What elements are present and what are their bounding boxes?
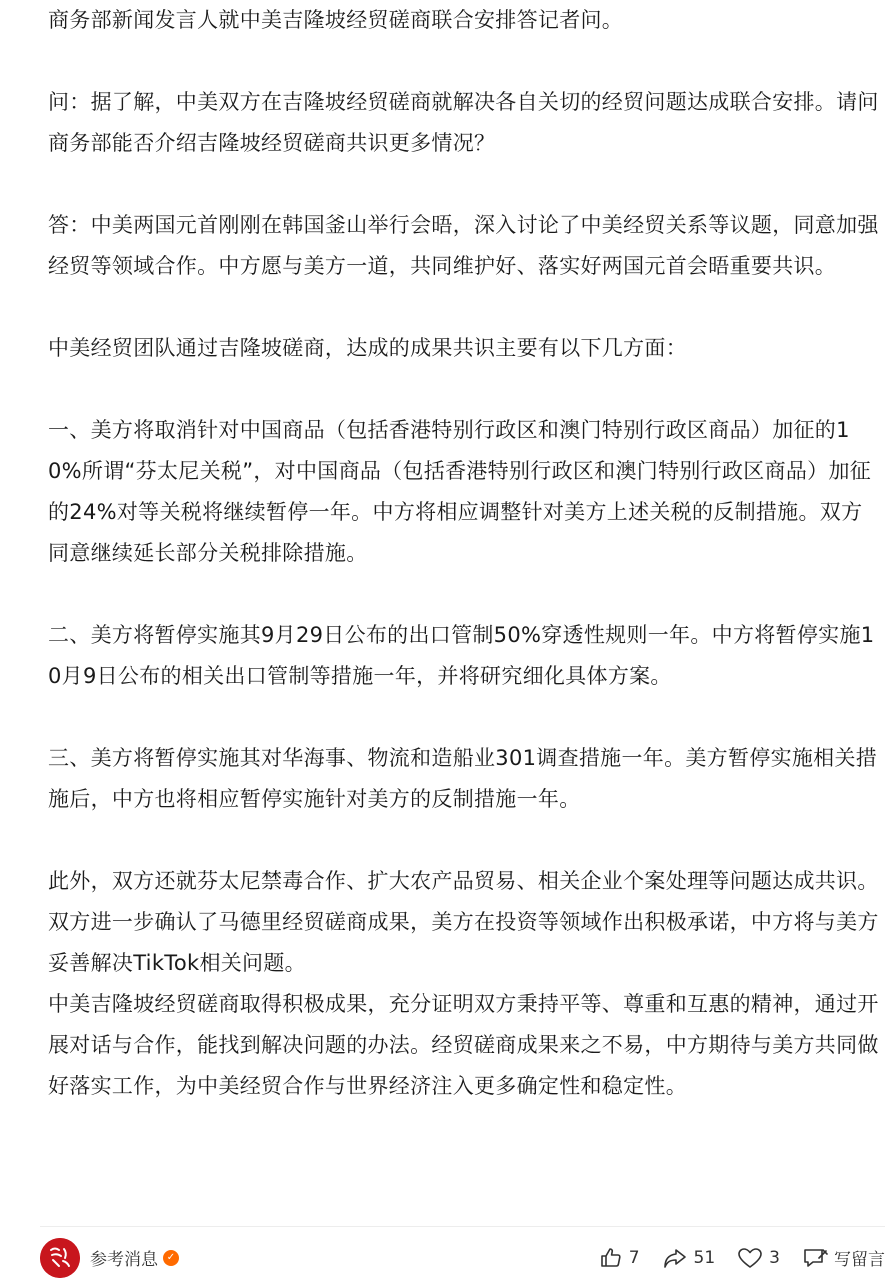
answer-paragraph: 答：中美两国元首刚刚在韩国釜山举行会晤，深入讨论了中美经贸关系等议题，同意加强经贸等领域合作。中方愿与美方一道，共同维护好、落实好两国元首会晤重要共识。 (48, 213, 879, 278)
share-button[interactable] (662, 1246, 716, 1270)
conclusion-paragraph: 中美吉隆坡经贸磋商取得积极成果，充分证明双方秉持平等、尊重和互惠的精神，通过开展对话与合作，能找到解决问题的办法。经贸磋商成果来之不易，中方期待与美方共同做好落实工作，为中美经贸合作与世界经济注入更多确定性和稳定性。 (48, 992, 879, 1098)
action-bar (599, 1245, 885, 1270)
question-paragraph: 问：据了解，中美双方在吉隆坡经贸磋商就解决各自关切的经贸问题达成联合安排。请问商务部能否介绍吉隆坡经贸磋商共识更多情况？ (48, 90, 879, 155)
avatar[interactable] (40, 1238, 80, 1278)
comment-button[interactable] (802, 1245, 885, 1270)
point-one-paragraph: 一、美方将取消针对中国商品（包括香港特别行政区和澳门特别行政区商品）加征的10%所谓“芬太尼关税”，对中国商品（包括香港特别行政区和澳门特别行政区商品）加征的24%对等关税将继续暂停一年。中方将相应调整针对美方上述关税的反制措施。双方同意继续延长部分关税排除措施。 (48, 418, 872, 565)
thumbs-up-icon (599, 1246, 623, 1270)
point-three-paragraph: 三、美方将暂停实施其对华海事、物流和造船业301调查措施一年。美方暂停实施相关措施后，中方也将相应暂停实施针对美方的反制措施一年。 (48, 746, 878, 811)
comment-label: 写留言 (834, 1250, 885, 1270)
heart-icon (737, 1246, 763, 1270)
share-count: 51 (693, 1247, 716, 1268)
article-footer (40, 1226, 885, 1288)
like-button[interactable] (599, 1246, 640, 1270)
article-body (48, 0, 880, 1107)
like-count: 7 (628, 1247, 640, 1268)
author-name[interactable]: 参考消息 (90, 1250, 158, 1270)
article-title-line: 商务部新闻发言人就中美吉隆坡经贸磋商联合安排答记者问。 (48, 8, 624, 32)
point-two-paragraph: 二、美方将暂停实施其9月29日公布的出口管制50%穿透性规则一年。中方将暂停实施10月9日公布的相关出口管制等措施一年，并将研究细化具体方案。 (48, 623, 875, 688)
summary-intro-paragraph: 中美经贸团队通过吉隆坡磋商，达成的成果共识主要有以下几方面： (48, 336, 687, 360)
comment-icon (802, 1246, 828, 1270)
share-icon (662, 1246, 688, 1270)
additional-consensus-paragraph: 此外，双方还就芬太尼禁毒合作、扩大农产品贸易、相关企业个案处理等问题达成共识。双方进一步确认了马德里经贸磋商成果，美方在投资等领域作出积极承诺，中方将与美方妥善解决TikTok相关问题。 (48, 869, 879, 975)
verified-badge-icon: ✓ (163, 1250, 179, 1266)
favorite-button[interactable] (737, 1246, 780, 1270)
author-name-group[interactable] (90, 1245, 179, 1270)
publisher-logo-icon (40, 1238, 80, 1278)
favorite-count: 3 (769, 1247, 780, 1268)
